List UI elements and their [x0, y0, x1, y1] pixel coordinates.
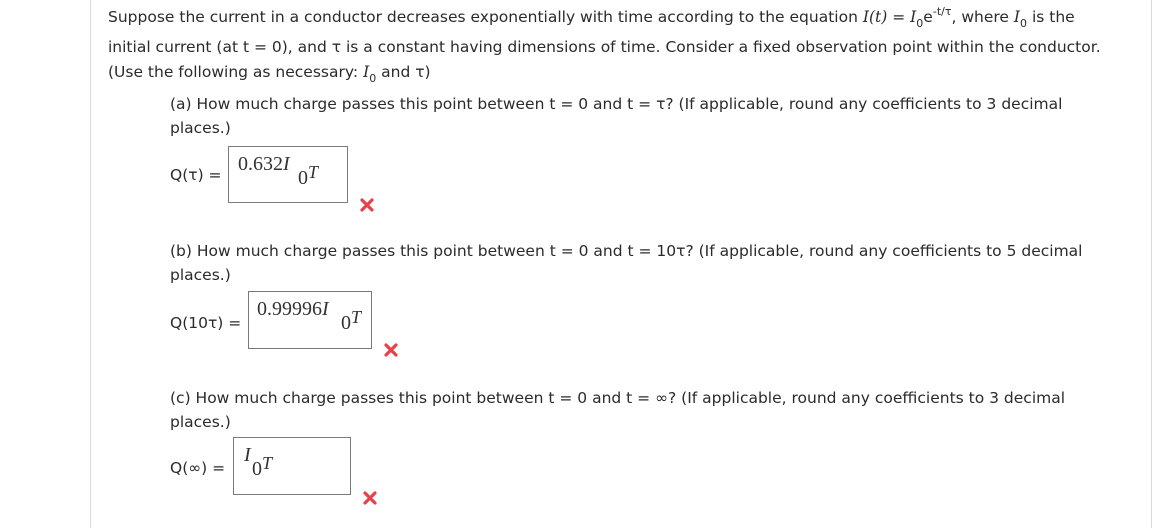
question-b: (b) How much charge passes this point between t = 0 and t = 10τ? (If applicable, round any coefficients to 5 decimal places.)	[170, 242, 1083, 284]
close-x-icon	[359, 197, 375, 213]
answer-input-a[interactable]: 0.632I 0T	[228, 146, 348, 203]
equation-lhs: I(t)	[862, 8, 888, 26]
question-a: (a) How much charge passes this point between t = 0 and t = τ? (If applicable, round any coefficients to 3 decimal places.)	[170, 95, 1063, 137]
content-left-border	[90, 0, 91, 528]
problem-statement	[108, 3, 1148, 84]
problem-line-2: initial current (at t = 0), and τ is a constant having dimensions of time. Consider a fixed observation point within the conductor.	[108, 38, 1101, 56]
close-x-icon	[362, 490, 378, 506]
question-c: (c) How much charge passes this point between t = 0 and t = ∞? (If applicable, round any coefficients to 3 decimal places.)	[170, 389, 1066, 431]
answer-input-b[interactable]: 0.99996I 0T	[248, 291, 372, 349]
problem-line-3: (Use the following as necessary: $I_0$ and τ)	[108, 63, 431, 85]
answer-label-b: Q(10τ) =	[170, 314, 242, 332]
content-right-border	[1151, 0, 1152, 528]
answer-input-c[interactable]: I 0T	[233, 437, 351, 495]
problem-line-1: Suppose the current in a conductor decreases exponentially with time according to the equation $I(t) = I_0e^{-t/\tau}$, where $I_0$ is the	[108, 5, 1075, 30]
close-x-icon	[383, 342, 399, 358]
answer-label-c: Q(∞) =	[170, 459, 226, 477]
answer-label-a: Q(τ) =	[170, 166, 222, 184]
